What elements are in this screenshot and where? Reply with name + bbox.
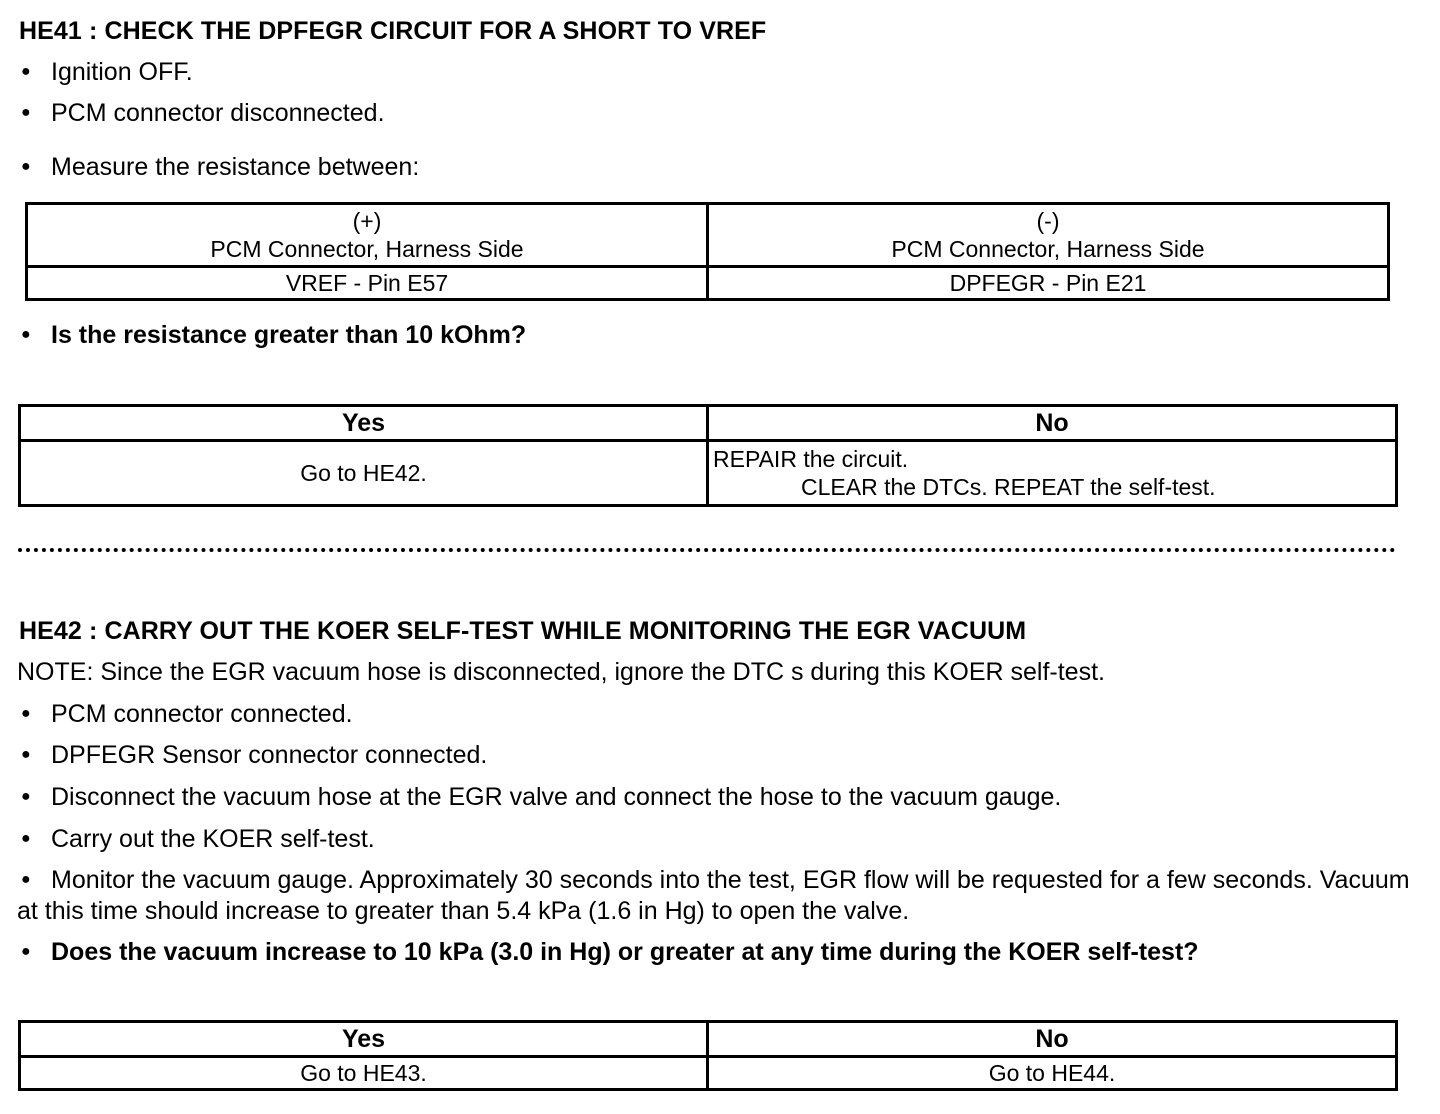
bullet-icon: ● xyxy=(21,705,31,722)
yes-header: Yes xyxy=(20,406,708,441)
he41-step-3 xyxy=(17,152,419,182)
bullet-icon: ● xyxy=(21,830,31,847)
step-text: Monitor the vacuum gauge. Approximately 30 seconds into the test, EGR flow will be requested for a few seconds. Vacuum at this time should increase to greater than 5.4 kPa (1.6 in Hg) to open the valve. xyxy=(17,866,1410,925)
yes-action: Go to HE42. xyxy=(20,441,708,506)
he41-title: HE41 : CHECK THE DPFEGR CIRCUIT FOR A SHORT TO VREF xyxy=(19,17,767,45)
step-text: Ignition OFF. xyxy=(51,58,193,86)
question-text: Is the resistance greater than 10 kOhm? xyxy=(51,321,527,349)
he42-step-1 xyxy=(17,699,353,729)
step-text: Carry out the KOER self-test. xyxy=(51,825,375,853)
bullet-icon: ● xyxy=(21,63,31,80)
step-text: Measure the resistance between: xyxy=(51,153,420,181)
no-action-line-2: CLEAR the DTCs. REPEAT the self-test. xyxy=(801,474,1216,500)
he42-question xyxy=(17,937,1199,967)
no-action: Go to HE44. xyxy=(708,1057,1397,1090)
connector-label: PCM Connector, Harness Side xyxy=(891,236,1205,262)
bullet-icon: ● xyxy=(21,788,31,805)
he42-result-table xyxy=(18,1020,1398,1091)
no-action-line-1: REPAIR the circuit. xyxy=(713,446,909,472)
measure-col1-value: VREF - Pin E57 xyxy=(27,267,708,300)
measure-col2-header xyxy=(708,204,1389,267)
bullet-icon: ● xyxy=(21,871,31,888)
bullet-icon: ● xyxy=(21,104,31,121)
he42-step-3 xyxy=(17,782,1061,812)
no-header: No xyxy=(708,1022,1397,1057)
yes-header: Yes xyxy=(20,1022,708,1057)
bullet-icon: ● xyxy=(21,746,31,763)
he41-step-1 xyxy=(17,57,193,87)
step-text: DPFEGR Sensor connector connected. xyxy=(51,741,488,769)
he42-step-5 xyxy=(17,865,1417,927)
question-text: Does the vacuum increase to 10 kPa (3.0 in Hg) or greater at any time during the KOER self-test? xyxy=(51,938,1199,966)
step-text: PCM connector disconnected. xyxy=(51,99,385,127)
he41-question xyxy=(17,320,526,350)
measure-col2-value: DPFEGR - Pin E21 xyxy=(708,267,1389,300)
polarity-positive: (+) xyxy=(352,208,382,234)
he41-step-2 xyxy=(17,98,385,128)
he42-title: HE42 : CARRY OUT THE KOER SELF-TEST WHILE MONITORING THE EGR VACUUM xyxy=(19,617,1027,645)
he42-note: NOTE: Since the EGR vacuum hose is disconnected, ignore the DTC s during this KOER self-test. xyxy=(17,658,1105,686)
section-divider xyxy=(18,548,1396,552)
he42-step-4 xyxy=(17,824,375,854)
bullet-icon: ● xyxy=(21,943,31,960)
connector-label: PCM Connector, Harness Side xyxy=(210,236,524,262)
no-action xyxy=(708,441,1397,506)
step-text: Disconnect the vacuum hose at the EGR valve and connect the hose to the vacuum gauge. xyxy=(51,783,1062,811)
bullet-icon: ● xyxy=(21,158,31,175)
polarity-negative: (-) xyxy=(1036,208,1060,234)
he42-step-2 xyxy=(17,740,487,770)
yes-action: Go to HE43. xyxy=(20,1057,708,1090)
no-header: No xyxy=(708,406,1397,441)
bullet-icon: ● xyxy=(21,326,31,343)
step-text: PCM connector connected. xyxy=(51,700,353,728)
he41-result-table xyxy=(18,404,1398,507)
measure-col1-header xyxy=(27,204,708,267)
he41-measure-table xyxy=(25,202,1390,301)
